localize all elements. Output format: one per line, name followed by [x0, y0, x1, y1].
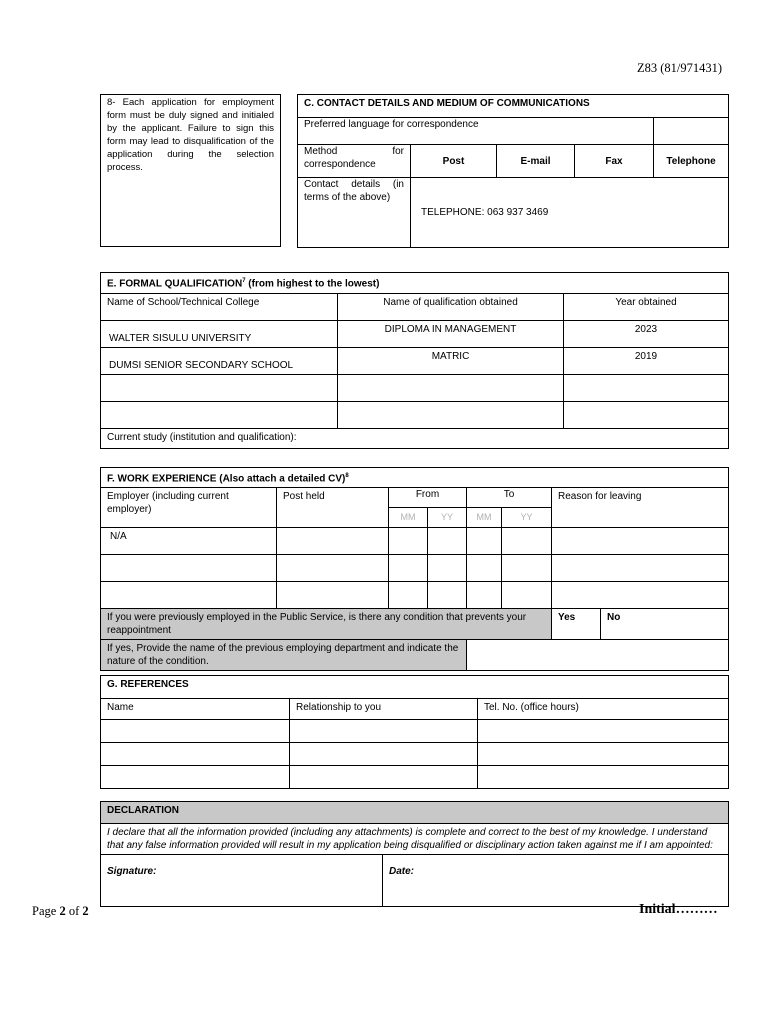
employer-cell[interactable]: [101, 555, 277, 582]
contact-details-value[interactable]: TELEPHONE: 063 937 3469: [411, 178, 729, 248]
reference-relationship-cell[interactable]: [290, 766, 478, 789]
table-row: [101, 743, 729, 766]
initial-field[interactable]: Initial………: [639, 902, 718, 917]
from-year-cell[interactable]: [428, 582, 467, 609]
school-cell[interactable]: [101, 402, 338, 429]
employer-cell[interactable]: [101, 582, 277, 609]
contact-details-table: [297, 94, 729, 248]
reference-tel-cell[interactable]: [478, 743, 729, 766]
from-year-cell[interactable]: [428, 528, 467, 555]
preferred-language-field[interactable]: [654, 118, 729, 145]
table-row: [101, 766, 729, 789]
reference-relationship-cell[interactable]: [290, 720, 478, 743]
table-row: [101, 402, 729, 429]
from-month-cell[interactable]: [389, 555, 428, 582]
declaration-table: [100, 801, 729, 907]
from-year-header: YY: [428, 508, 467, 528]
contact-details-label: Contact details (in terms of the above): [298, 178, 411, 248]
signature-field[interactable]: Signature:: [101, 855, 383, 907]
school-cell[interactable]: WALTER SISULU UNIVERSITY: [101, 321, 338, 348]
to-year-cell[interactable]: [502, 582, 552, 609]
work-experience-section-title: F. WORK EXPERIENCE (Also attach a detailed CV)$^8$: [101, 468, 729, 488]
from-month-cell[interactable]: [389, 528, 428, 555]
to-month-cell[interactable]: [467, 555, 502, 582]
reference-name-header: Name: [101, 699, 290, 720]
table-row: [101, 348, 729, 375]
to-year-header: YY: [502, 508, 552, 528]
form-code: Z83 (81/971431): [636, 61, 722, 75]
from-year-cell[interactable]: [428, 555, 467, 582]
to-year-cell[interactable]: [502, 528, 552, 555]
application-note-box: [100, 94, 281, 247]
date-field[interactable]: Date:: [383, 855, 729, 907]
to-year-cell[interactable]: [502, 555, 552, 582]
year-header: Year obtained: [564, 294, 729, 321]
no-option[interactable]: No: [601, 609, 729, 640]
reason-cell[interactable]: [552, 528, 729, 555]
reason-header: Reason for leaving: [552, 488, 729, 528]
to-month-header: MM: [467, 508, 502, 528]
contact-section-title: C. CONTACT DETAILS AND MEDIUM OF COMMUNICATIONS: [298, 95, 729, 118]
reference-tel-header: Tel. No. (office hours): [478, 699, 729, 720]
from-month-cell[interactable]: [389, 582, 428, 609]
reference-name-cell[interactable]: [101, 766, 290, 789]
qualification-cell[interactable]: [338, 375, 564, 402]
year-cell[interactable]: 2019: [564, 348, 729, 375]
employer-header: Employer (including current employer): [101, 488, 277, 528]
yes-option[interactable]: Yes: [552, 609, 601, 640]
preferred-language-label: Preferred language for correspondence: [298, 118, 654, 145]
to-month-cell[interactable]: [467, 582, 502, 609]
references-table: [100, 675, 729, 789]
year-cell[interactable]: 2023: [564, 321, 729, 348]
work-experience-table: [100, 467, 729, 671]
from-month-header: MM: [389, 508, 428, 528]
method-fax-option[interactable]: Fax: [575, 145, 654, 178]
year-cell[interactable]: [564, 402, 729, 429]
employer-cell[interactable]: N/A: [101, 528, 277, 555]
if-yes-question: If yes, Provide the name of the previous employing department and indicate the nature of the condition.: [101, 640, 467, 671]
public-service-question: If you were previously employed in the Public Service, is there any condition that prevents your reappointment: [101, 609, 552, 640]
reference-name-cell[interactable]: [101, 743, 290, 766]
qualification-header: Name of qualification obtained: [338, 294, 564, 321]
qualification-section-title: E. FORMAL QUALIFICATION$^7$ (from highest to the lowest): [101, 273, 729, 294]
school-header: Name of School/Technical College: [101, 294, 338, 321]
qualification-cell[interactable]: [338, 402, 564, 429]
declaration-text: I declare that all the information provided (including any attachments) is complete and correct to the best of my knowledge. I understand that any false information provided will result in my application being disqualified or disciplinary action taken against me if I am appointed:: [101, 824, 729, 855]
school-cell[interactable]: [101, 375, 338, 402]
current-study-field[interactable]: Current study (institution and qualification):: [101, 429, 729, 449]
post-held-header: Post held: [277, 488, 389, 528]
to-month-cell[interactable]: [467, 528, 502, 555]
post-held-cell[interactable]: [277, 555, 389, 582]
reference-name-cell[interactable]: [101, 720, 290, 743]
references-section-title: G. REFERENCES: [101, 676, 729, 699]
reference-relationship-header: Relationship to you: [290, 699, 478, 720]
table-row: [101, 321, 729, 348]
method-telephone-option[interactable]: Telephone: [654, 145, 729, 178]
method-post-option[interactable]: Post: [411, 145, 497, 178]
method-email-option[interactable]: E-mail: [497, 145, 575, 178]
table-row: [101, 720, 729, 743]
qualification-cell[interactable]: DIPLOMA IN MANAGEMENT: [338, 321, 564, 348]
reason-cell[interactable]: [552, 582, 729, 609]
table-row: [101, 375, 729, 402]
post-held-cell[interactable]: [277, 528, 389, 555]
reference-tel-cell[interactable]: [478, 766, 729, 789]
reference-relationship-cell[interactable]: [290, 743, 478, 766]
year-cell[interactable]: [564, 375, 729, 402]
to-header: To: [467, 488, 552, 508]
post-held-cell[interactable]: [277, 582, 389, 609]
table-row: [101, 555, 729, 582]
page-number: Page 2 of 2: [32, 904, 89, 918]
table-row: [101, 528, 729, 555]
reference-tel-cell[interactable]: [478, 720, 729, 743]
reason-cell[interactable]: [552, 555, 729, 582]
method-label: Method for correspondence: [298, 145, 411, 178]
from-header: From: [389, 488, 467, 508]
if-yes-answer-field[interactable]: [467, 640, 729, 671]
table-row: [101, 582, 729, 609]
school-cell[interactable]: DUMSI SENIOR SECONDARY SCHOOL: [101, 348, 338, 375]
qualification-cell[interactable]: MATRIC: [338, 348, 564, 375]
declaration-title: DECLARATION: [101, 802, 729, 824]
application-note-text: 8- Each application for employment form must be duly signed and initialed by the applicant. Failure to sign this form may lead to disqualification of the application during the selection process.: [107, 97, 274, 173]
qualification-table: [100, 272, 729, 449]
